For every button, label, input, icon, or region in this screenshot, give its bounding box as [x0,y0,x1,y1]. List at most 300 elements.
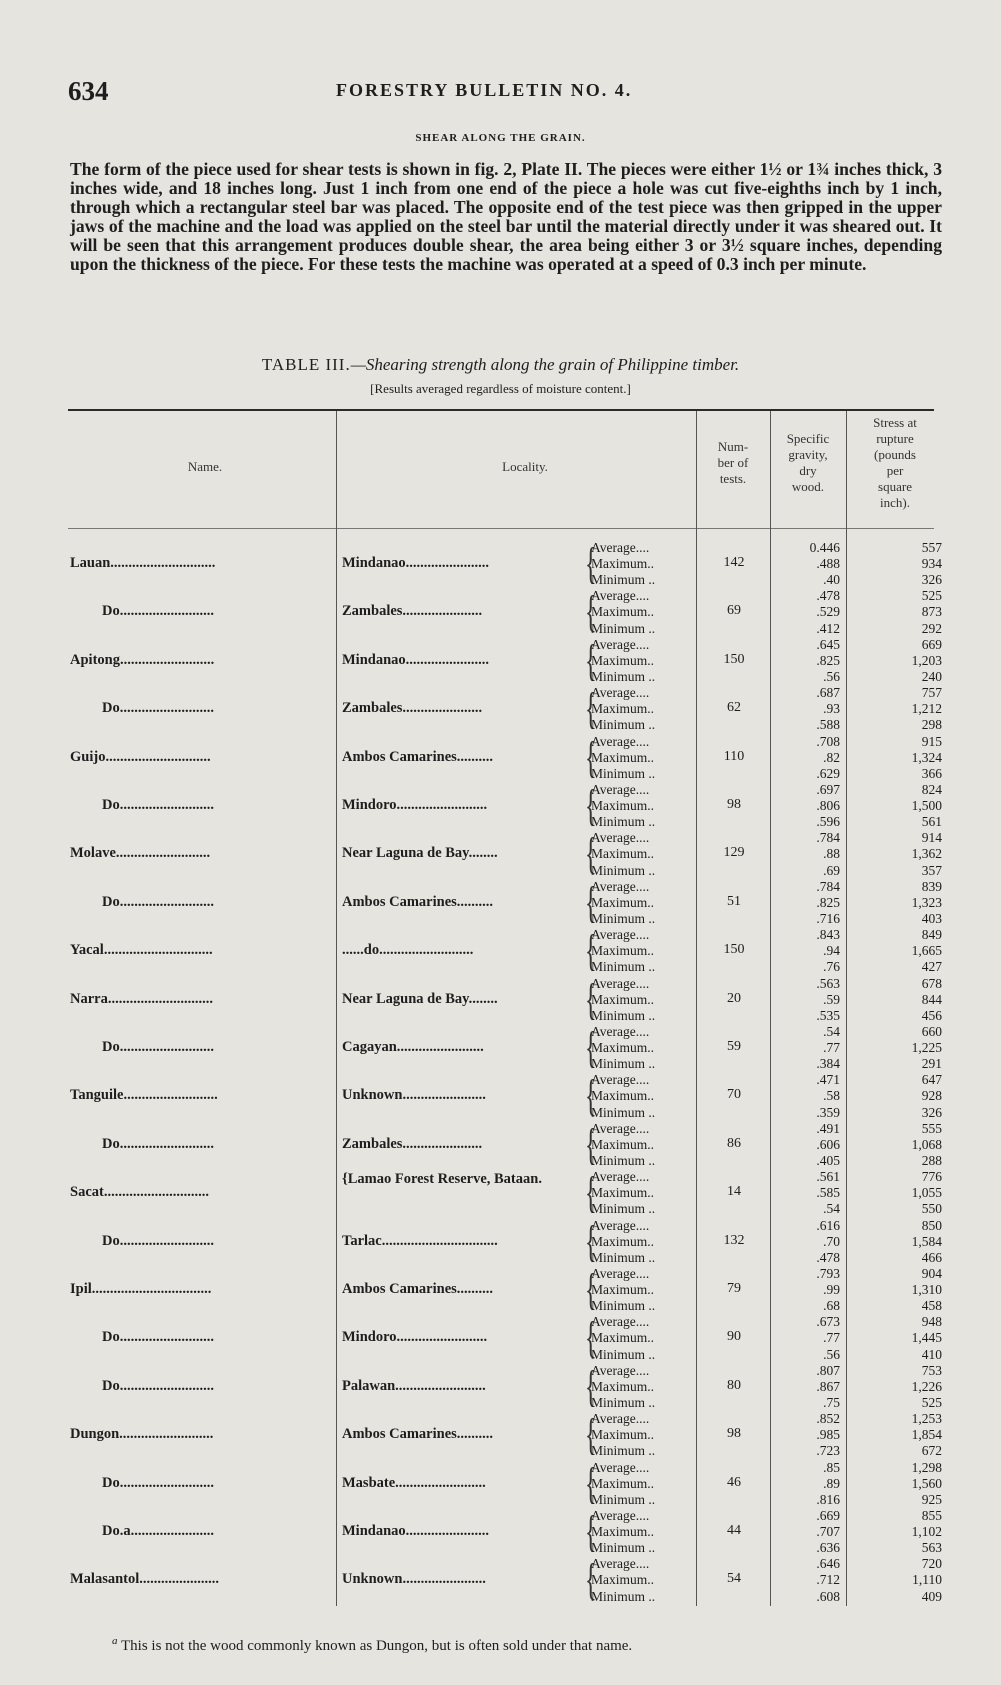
stress-maximum: 1,055 [911,1185,942,1201]
row-tests: 150 [723,942,745,958]
row-name: Narra............................. [70,990,213,1007]
table-row [0,540,1001,588]
row-gravity [780,1556,840,1604]
stat-label-minimum: Minimum .. [591,572,656,588]
gravity-average: .646 [816,1556,840,1572]
stat-label-minimum: Minimum .. [591,620,656,636]
table-note: [Results averaged regardless of moisture content.] [370,381,631,396]
stress-average: 753 [921,1362,942,1378]
row-gravity [780,1508,840,1556]
row-name: Lauan............................. [70,555,216,571]
stress-maximum: 1,665 [911,943,942,959]
row-name: Do.......................... [102,1474,214,1491]
stress-minimum: 292 [921,620,942,636]
stat-label-maximum: Maximum.. [591,701,654,717]
row-tests: 70 [727,1087,741,1103]
footnote-mark: a [112,1635,118,1647]
gravity-maximum: .59 [823,991,840,1007]
stress-minimum: 672 [921,1443,942,1459]
stress-maximum: 1,445 [911,1330,942,1346]
brace-mark: { [585,635,597,685]
stat-label-minimum: Minimum .. [591,1007,656,1023]
stat-label-average: Average.... [591,1314,650,1330]
row-stat-labels [591,1363,699,1411]
stat-label-average: Average.... [591,636,650,652]
row-stress [850,879,942,927]
stress-minimum: 366 [921,765,942,781]
brace-mark: { [585,587,597,637]
table-row [0,1121,1001,1169]
row-stat-labels [591,685,699,733]
stat-label-maximum: Maximum.. [591,1524,654,1540]
row-locality: Ambos Camarines.......... [342,1281,494,1297]
row-stat-labels [591,1024,699,1072]
table-row [0,1314,1001,1362]
row-gravity [780,1460,840,1508]
row-gravity [780,540,840,588]
row-gravity [780,1218,840,1266]
table-row [0,1363,1001,1411]
stat-label-maximum: Maximum.. [591,894,654,910]
gravity-average: .697 [816,782,840,797]
table-row [0,1411,1001,1459]
row-name: Do.......................... [102,1135,214,1152]
stress-minimum: 561 [921,814,942,830]
row-stat-labels [591,1508,699,1556]
row-gravity [780,879,840,927]
stress-minimum: 240 [921,668,942,684]
gravity-minimum: .40 [823,572,840,588]
gravity-maximum: .94 [823,943,840,959]
gravity-average: .793 [816,1266,840,1281]
row-locality: Cagayan........................ [342,1039,484,1055]
stress-average: 904 [921,1266,942,1281]
row-gravity [780,1411,840,1459]
table-row [0,976,1001,1024]
brace-mark: { [585,1216,597,1266]
stat-label-minimum: Minimum .. [591,1298,656,1314]
row-tests: 20 [727,990,741,1006]
stat-label-average: Average.... [591,1024,650,1039]
gravity-average: .491 [816,1120,840,1136]
row-stress [850,637,942,685]
row-locality: Zambales...................... [342,700,483,717]
gravity-average: .561 [816,1169,840,1185]
stress-maximum: 1,226 [911,1378,942,1394]
row-stress [850,1508,942,1556]
row-stat-labels [591,1169,699,1217]
row-stat-labels [591,1121,699,1169]
stat-label-minimum: Minimum .. [591,1491,656,1507]
row-locality: Mindoro......................... [342,797,488,813]
row-stress [850,1314,942,1362]
stat-label-average: Average.... [591,1266,650,1281]
gravity-maximum: .585 [816,1185,840,1201]
gravity-minimum: .384 [816,1056,840,1072]
row-locality: Ambos Camarines.......... [342,1426,494,1443]
gravity-minimum: .816 [816,1491,840,1507]
brace-mark: { [585,1507,597,1556]
stress-maximum: 1,225 [911,1040,942,1056]
stress-maximum: 1,323 [911,894,942,910]
stress-maximum: 1,854 [911,1427,942,1443]
row-stress [850,734,942,782]
gravity-minimum: .478 [816,1249,840,1265]
row-stress [850,976,942,1024]
gravity-maximum: .825 [816,894,840,910]
table-row [0,1460,1001,1508]
row-gravity [780,1363,840,1411]
stress-average: 915 [921,733,942,749]
stat-label-maximum: Maximum.. [591,556,654,572]
gravity-maximum: .70 [823,1233,840,1249]
brace-mark: { [585,926,597,976]
stress-minimum: 466 [921,1249,942,1265]
stress-minimum: 357 [921,862,942,878]
stress-maximum: 1,362 [911,846,942,862]
row-locality: Zambales...................... [342,1135,483,1152]
row-stat-labels [591,879,699,927]
row-stat-labels [591,976,699,1024]
row-locality: Palawan......................... [342,1377,486,1394]
row-name: Do.a....................... [102,1523,214,1539]
row-tests: 110 [723,748,745,764]
stat-label-maximum: Maximum.. [591,604,654,620]
brace-mark: { [585,974,597,1024]
row-name: Malasantol...................... [70,1571,220,1588]
stress-average: 824 [921,782,942,797]
gravity-minimum: .588 [816,717,840,733]
stress-maximum: 1,310 [911,1282,942,1298]
row-stat-labels [591,1218,699,1266]
stat-label-maximum: Maximum.. [591,1233,654,1249]
row-tests: 44 [727,1523,741,1538]
row-name: Tanguile.......................... [70,1087,218,1104]
stress-average: 660 [921,1024,942,1039]
row-stat-labels [591,1556,699,1604]
row-stat-labels [591,1072,699,1120]
table-top-rule [68,409,934,411]
row-name: Do.......................... [102,603,214,620]
stat-label-average: Average.... [591,975,650,991]
row-locality: Tarlac................................ [342,1232,498,1249]
gravity-average: .687 [816,685,840,701]
stress-maximum: 1,068 [911,1136,942,1152]
row-name: Sacat............................. [70,1184,209,1201]
gravity-minimum: .596 [816,814,840,830]
brace-mark: { [585,1361,597,1411]
stress-minimum: 288 [921,1152,942,1168]
row-tests: 69 [727,603,741,619]
stat-label-minimum: Minimum .. [591,1201,656,1217]
running-head: FORESTRY BULLETIN NO. 4. [336,80,633,100]
row-locality: Mindoro......................... [342,1329,488,1346]
stat-label-minimum: Minimum .. [591,1249,656,1265]
stat-label-average: Average.... [591,782,650,797]
brace-mark: { [585,1023,597,1072]
stat-label-average: Average.... [591,1169,650,1185]
row-locality: Mindanao....................... [342,651,490,668]
stress-average: 855 [921,1508,942,1523]
row-gravity [780,1024,840,1072]
gravity-minimum: .608 [816,1588,840,1604]
row-stat-labels [591,734,699,782]
stress-minimum: 403 [921,910,942,926]
gravity-maximum: .89 [823,1475,840,1491]
brace-mark: { [585,1071,597,1121]
row-stat-labels [591,927,699,975]
stat-label-average: Average.... [591,685,650,701]
row-tests: 90 [727,1329,741,1345]
row-name: Molave.......................... [70,845,211,862]
intro-paragraph: The form of the piece used for shear tests is shown in fig. 2, Plate II. The pieces were either 1½ or 1¾ inches thick, 3 inches wide, and 18 inches long. Just 1 inch from one end of the piece a hole was cut five-eighths inch by 1 inch, through which a rectangular steel bar was placed. The opposite end of the test piece was then gripped in the upper jaws of the machine and the load was applied on the steel bar until the material directly under it was sheared out. It will be seen that this arrangement produces double shear, the area being either 3 or 3½ square inches, depending upon the thickness of the piece. For these tests the machine was operated at a speed of 0.3 inch per minute. [70,159,942,275]
row-tests: 129 [723,845,745,861]
row-name: Do.......................... [102,1232,214,1249]
stat-label-maximum: Maximum.. [591,1185,654,1201]
stress-maximum: 1,584 [911,1233,942,1249]
row-tests: 80 [727,1377,741,1393]
row-name: Dungon.......................... [70,1426,214,1443]
brace-mark: { [585,1119,597,1169]
stress-average: 776 [921,1169,942,1185]
gravity-maximum: .712 [816,1572,840,1588]
stress-average: 1,298 [911,1459,942,1475]
gravity-maximum: .529 [816,604,840,620]
stat-label-average: Average.... [591,1556,650,1572]
row-locality: ......do.......................... [342,942,474,959]
brace-mark: { [585,829,597,879]
stat-label-minimum: Minimum .. [591,814,656,830]
gravity-maximum: .825 [816,652,840,668]
stat-label-minimum: Minimum .. [591,910,656,926]
row-name: Guijo............................. [70,748,211,765]
gravity-minimum: .56 [823,668,840,684]
stat-label-minimum: Minimum .. [591,765,656,781]
row-tests: 62 [727,700,741,716]
gravity-minimum: .405 [816,1152,840,1168]
stat-label-maximum: Maximum.. [591,1378,654,1394]
stat-label-maximum: Maximum.. [591,943,654,959]
stress-maximum: 844 [921,991,942,1007]
gravity-minimum: .636 [816,1540,840,1556]
row-locality: {Lamao Forest Reserve, Bataan. [342,1171,542,1188]
stat-label-minimum: Minimum .. [591,1394,656,1410]
table-row [0,1556,1001,1604]
stress-minimum: 298 [921,717,942,733]
stress-maximum: 934 [921,556,942,572]
gravity-maximum: .488 [816,556,840,572]
row-gravity [780,1072,840,1120]
row-stress [850,1556,942,1604]
stress-minimum: 925 [921,1491,942,1507]
gravity-average: .673 [816,1314,840,1330]
stat-label-average: Average.... [591,927,650,943]
row-gravity [780,976,840,1024]
gravity-minimum: .535 [816,1007,840,1023]
gravity-minimum: .56 [823,1346,840,1362]
row-stat-labels [591,782,699,830]
row-stress [850,1072,942,1120]
row-gravity [780,1266,840,1314]
gravity-maximum: .806 [816,798,840,814]
stress-maximum: 1,110 [912,1572,942,1588]
row-tests: 46 [727,1474,741,1490]
table-label: TABLE III. [261,355,351,374]
stress-average: 1,253 [911,1411,942,1427]
gravity-average: .616 [816,1217,840,1233]
row-locality: Unknown....................... [342,1087,486,1104]
row-stress [850,1024,942,1072]
section-heading: SHEAR ALONG THE GRAIN. [415,132,586,144]
row-tests: 51 [727,893,741,909]
stress-minimum: 563 [921,1540,942,1556]
row-tests: 150 [723,651,745,667]
row-tests: 14 [727,1184,741,1200]
gravity-minimum: .716 [816,910,840,926]
stat-label-maximum: Maximum.. [591,1282,654,1298]
row-gravity [780,830,840,878]
table-row [0,830,1001,878]
brace-mark: { [585,877,597,927]
gravity-minimum: .54 [823,1201,840,1217]
gravity-minimum: .75 [823,1394,840,1410]
gravity-minimum: .359 [816,1104,840,1120]
stat-label-maximum: Maximum.. [591,1040,654,1056]
stat-label-average: Average.... [591,1508,650,1523]
table-row [0,588,1001,636]
gravity-average: .852 [816,1411,840,1427]
stat-label-maximum: Maximum.. [591,1330,654,1346]
stat-label-maximum: Maximum.. [591,652,654,668]
row-stress [850,1363,942,1411]
stat-label-minimum: Minimum .. [591,1540,656,1556]
row-name: Do.......................... [102,1329,214,1346]
row-stress [850,782,942,830]
gravity-maximum: .88 [823,846,840,862]
stress-minimum: 525 [921,1394,942,1410]
row-tests: 98 [727,1426,741,1442]
gravity-average: .669 [816,1508,840,1523]
brace-mark: { [585,1458,597,1508]
brace-mark: { [585,684,597,734]
stat-label-average: Average.... [591,878,650,894]
row-stat-labels [591,830,699,878]
row-stress [850,588,942,636]
stat-label-minimum: Minimum .. [591,1346,656,1362]
gravity-minimum: .412 [816,620,840,636]
row-stress [850,1218,942,1266]
stress-average: 647 [921,1072,942,1088]
stress-maximum: 1,102 [911,1524,942,1540]
gravity-maximum: .82 [823,749,840,765]
stress-average: 948 [921,1314,942,1330]
row-stress [850,685,942,733]
row-stat-labels [591,1314,699,1362]
row-locality: Mindanao....................... [342,1523,490,1539]
stress-average: 557 [921,540,942,555]
stat-label-minimum: Minimum .. [591,862,656,878]
row-name: Ipil................................. [70,1281,212,1297]
header-bottom-rule [68,528,934,529]
gravity-average: .843 [816,927,840,943]
stress-minimum: 326 [921,572,942,588]
gravity-minimum: .629 [816,765,840,781]
stress-maximum: 1,560 [911,1475,942,1491]
stat-label-average: Average.... [591,588,650,604]
brace-mark: { [585,1410,597,1460]
row-tests: 59 [727,1039,741,1054]
row-locality: Unknown....................... [342,1571,486,1588]
stress-minimum: 410 [921,1346,942,1362]
stat-label-average: Average.... [591,1459,650,1475]
column-header-tests: Num- ber of tests. [717,439,749,486]
row-gravity [780,588,840,636]
stat-label-minimum: Minimum .. [591,1152,656,1168]
stress-maximum: 1,324 [911,749,942,765]
table-row [0,1169,1001,1217]
stat-label-maximum: Maximum.. [591,1427,654,1443]
row-name: Do.......................... [102,1377,214,1394]
row-tests: 86 [727,1135,741,1151]
stat-label-average: Average.... [591,733,650,749]
stat-label-minimum: Minimum .. [591,1104,656,1120]
stress-average: 555 [921,1120,942,1136]
table-row [0,1072,1001,1120]
stat-label-average: Average.... [591,1362,650,1378]
stat-label-maximum: Maximum.. [591,749,654,765]
row-tests: 98 [727,797,741,812]
brace-mark: { [585,1555,597,1605]
gravity-average: .85 [823,1459,840,1475]
row-stat-labels [591,588,699,636]
stat-label-maximum: Maximum.. [591,1475,654,1491]
table-row [0,1218,1001,1266]
row-stat-labels [591,540,699,588]
brace-mark: { [585,781,597,830]
table-row [0,1508,1001,1556]
brace-mark: { [585,1168,597,1218]
column-header-name: Name. [187,459,223,474]
stat-label-maximum: Maximum.. [591,1088,654,1104]
stress-minimum: 550 [921,1201,942,1217]
row-stat-labels [591,1411,699,1459]
gravity-minimum: .76 [823,959,840,975]
gravity-average: .784 [816,830,840,846]
row-stress [850,1411,942,1459]
brace-mark: { [585,1313,597,1363]
stress-average: 525 [921,588,942,604]
stress-maximum: 1,500 [911,798,942,814]
footnote-text: This is not the wood commonly known as Dungon, but is often sold under that name. [120,1638,633,1654]
table-row [0,637,1001,685]
stress-average: 720 [921,1556,942,1572]
row-stat-labels [591,1266,699,1314]
row-locality: Near Laguna de Bay........ [342,990,498,1007]
table-row [0,879,1001,927]
gravity-maximum: .707 [816,1524,840,1540]
gravity-maximum: .867 [816,1378,840,1394]
row-gravity [780,927,840,975]
stress-average: 678 [921,975,942,991]
row-locality: Ambos Camarines.......... [342,748,494,765]
stat-label-maximum: Maximum.. [591,1572,654,1588]
row-tests: 132 [723,1232,745,1248]
row-locality: Mindanao....................... [342,555,490,571]
row-locality: Near Laguna de Bay........ [342,845,498,862]
gravity-maximum: .93 [823,701,840,717]
brace-mark: { [585,732,597,782]
row-gravity [780,1121,840,1169]
